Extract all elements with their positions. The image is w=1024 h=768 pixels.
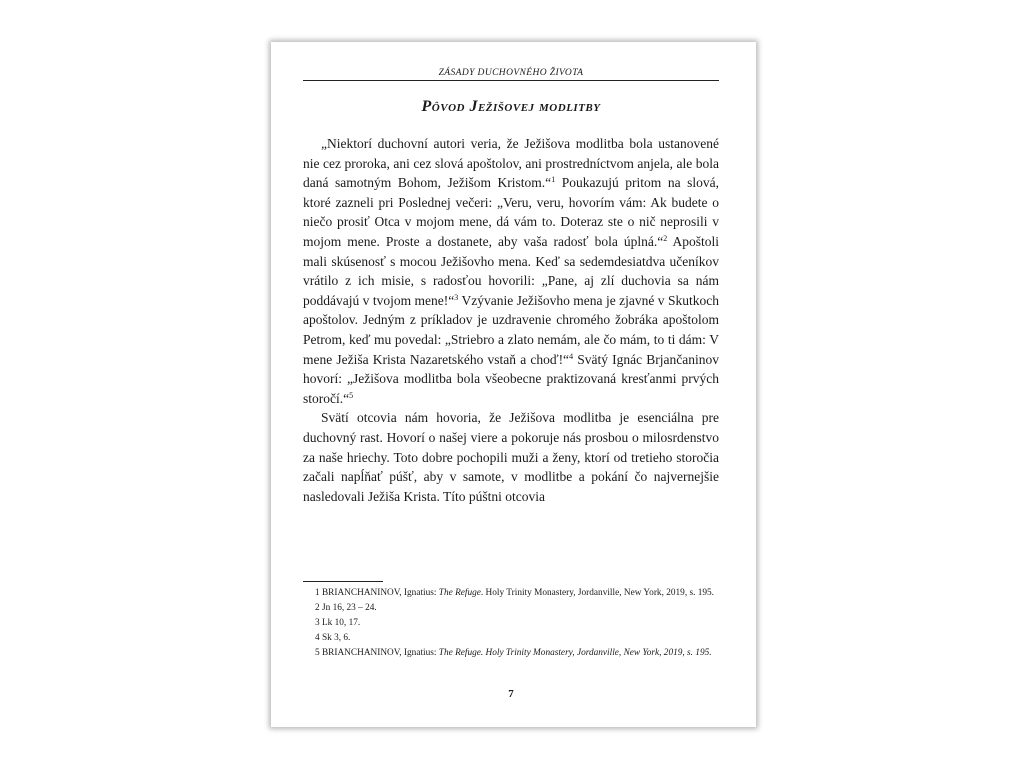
text-run: Svätý Ignác Brjančaninov hovorí: „Ježišova modlitba bola všeobecne praktizovaná kresťanmi prvých storočí.“ bbox=[303, 351, 719, 406]
running-head: ZÁSADY DUCHOVNÉHO ŽIVOTA bbox=[303, 68, 719, 81]
body-text bbox=[303, 134, 719, 506]
footnote-ref: 3 bbox=[454, 292, 459, 302]
text-run: The Refuge bbox=[438, 588, 481, 598]
text-run: Vzývanie Ježišovho mena je zjavné v Skutkoch apoštolov. Jedným z príkladov je uzdravenie chromého žobráka apoštolom Petrom, keď mu povedal: „Striebro a zlato nemám, ale čo mám, to ti dám: V mene Ježiša Krista Nazaretského vstaň a choď!“ bbox=[303, 292, 719, 367]
footnote-ref: 1 bbox=[551, 175, 556, 185]
footnote bbox=[303, 586, 719, 601]
footnotes bbox=[303, 586, 719, 661]
text-run: 3 Lk 10, 17. bbox=[315, 618, 361, 628]
paragraph bbox=[303, 408, 719, 506]
footnote-separator bbox=[303, 581, 383, 582]
text-run: The Refuge. Holy Trinity Monastery, Jordanville, New York, 2019, s. 195. bbox=[438, 648, 712, 658]
footnote-ref: 5 bbox=[349, 390, 354, 400]
text-run: Poukazujú pritom na slová, ktoré zazneli pri Poslednej večeri: „Veru, veru, hovorím vám: Ak budete o niečo prosiť Otca v mojom mene, dá vám to. Doteraz ste o nič neprosili v mojom mene. Proste a dostanete, aby vaša radosť bola úplná.“ bbox=[303, 175, 719, 249]
paragraph bbox=[303, 134, 719, 408]
text-run: „Niektorí duchovní autori veria, že Ježišova modlitba bola ustanovené nie cez proroka, ani cez slová apoštolov, ani prostredníctvom anjela, ale bola daná samotným Bohom, Ježišom Kristom.“ bbox=[303, 136, 719, 191]
footnote-ref: 4 bbox=[569, 351, 574, 361]
text-run: 5 BRIANCHANINOV, Ignatius: bbox=[315, 648, 439, 658]
footnote bbox=[303, 631, 719, 646]
text-run: 2 Jn 16, 23 – 24. bbox=[315, 603, 377, 613]
text-run: Svätí otcovia nám hovoria, že Ježišova modlitba je esenciálna pre duchovný rast. Hovorí o našej viere a pokoruje nás prosbou o milosrdenstvo za naše hriechy. Toto dobre pochopili muži a ženy, ktorí od tretieho storočia začali napĺňať púšť, aby v samote, v modlitbe a pokání čo najvernejšie nasledovali Ježiša Krista. Títo púštni otcovia bbox=[303, 410, 719, 504]
text-run: 1 BRIANCHANINOV, Ignatius: bbox=[315, 588, 439, 598]
footnote bbox=[303, 601, 719, 616]
chapter-title: Pôvod Ježišovej modlitby bbox=[421, 98, 601, 115]
text-run: Apoštoli mali skúsenosť s mocou Ježišovho mena. Keď sa sedemdesiatdva učeníkov vrátilo z ich misie, s radosťou hovorili: „Pane, aj zlí duchovia sa nám poddávajú v tvojom mene!“ bbox=[303, 233, 719, 308]
book-page bbox=[271, 42, 756, 727]
footnote-ref: 2 bbox=[663, 233, 668, 243]
page-number: 7 bbox=[508, 688, 514, 700]
footnote bbox=[303, 616, 719, 631]
footnote bbox=[303, 646, 719, 661]
text-run: 4 Sk 3, 6. bbox=[315, 633, 351, 643]
text-run: . Holy Trinity Monastery, Jordanville, New York, 2019, s. 195. bbox=[480, 588, 715, 598]
